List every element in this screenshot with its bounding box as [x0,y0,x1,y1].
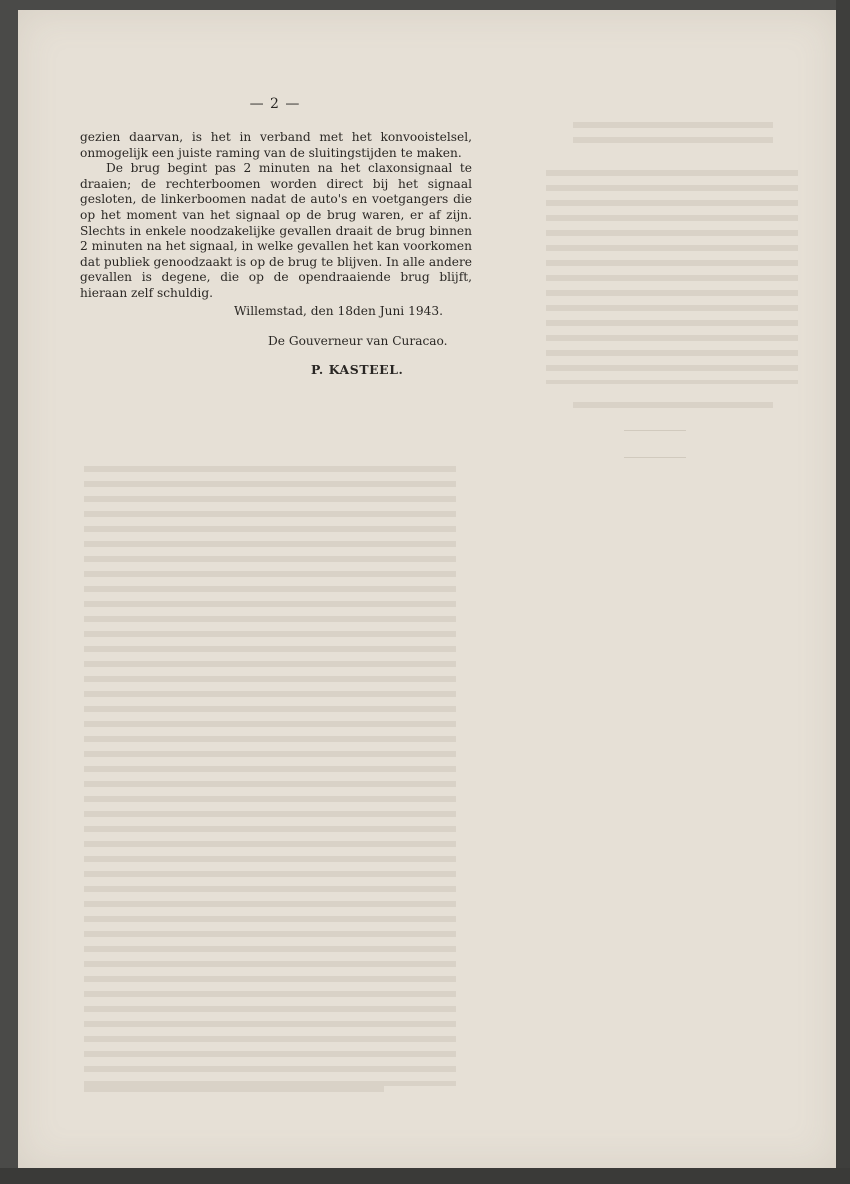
bleed-through-subheading [573,402,773,416]
body-text [80,130,472,302]
paragraph-1: gezien daarvan, is het in verband met het konvooistelsel, onmogelijk een juiste raming van de sluitingstijden te maken. [80,130,472,160]
paragraph-2: De brug begint pas 2 minuten na het claxonsignaal te draaien; de rechterboomen worden direct bij het signaal gesloten, de linkerboomen nadat de auto's en voetgangers die op het moment van het signaal op de brug waren, er af zijn. Slechts in enkele noodzakelijke gevallen draait de brug binnen 2 minuten na het signaal, in welke gevallen het kan voorkomen dat publiek genoodzaakt is op de brug te blijven. In alle andere gevallen is degene, die op de opendraaiende brug blijft, hieraan zelf schuldig. [80,161,472,300]
scan-border-bottom [0,1168,850,1184]
bleed-through-box [624,430,686,458]
signatory-name: P. KASTEEL. [311,362,404,377]
closing-role: De Gouverneur van Curacao. [268,334,448,348]
page-number: — 2 — [249,96,301,112]
closing-place-date: Willemstad, den 18den Juni 1943. [234,304,443,318]
bleed-through-text-left [84,466,456,1086]
bleed-through-footer [84,1086,384,1100]
bleed-through-text-right [546,170,798,384]
scan-border-right [836,0,850,1184]
bleed-through-heading [573,122,773,148]
